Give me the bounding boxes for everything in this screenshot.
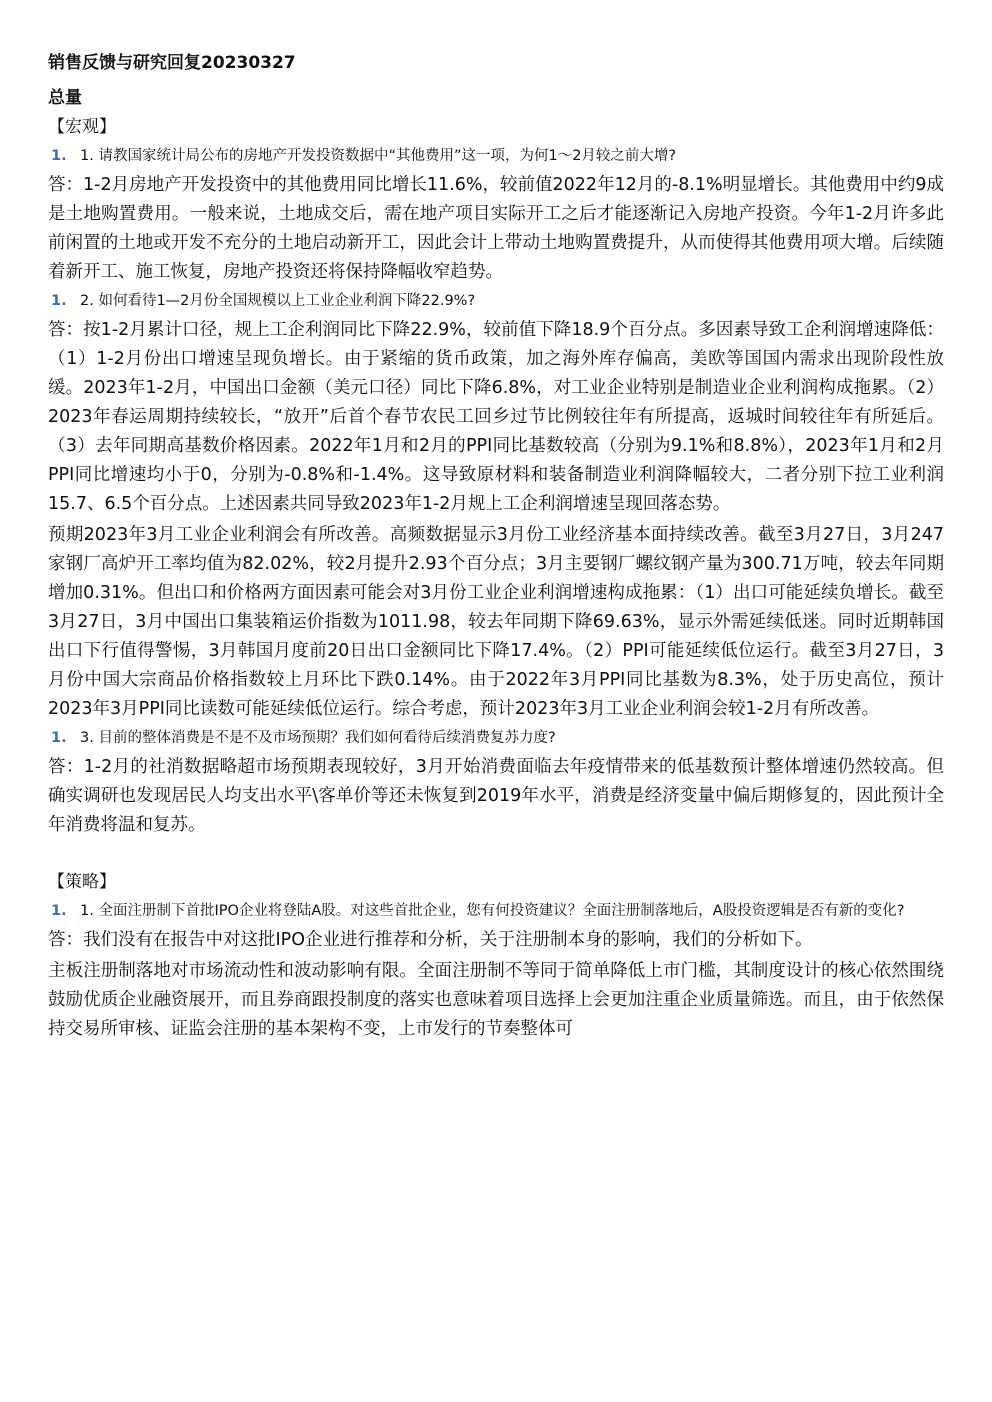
macro-label: 【宏观】 — [48, 117, 116, 137]
document-page — [48, 52, 944, 1046]
section-spacer — [48, 842, 944, 870]
qa-item — [48, 144, 944, 287]
document-title: 销售反馈与研究回复20230327 — [48, 53, 296, 73]
list-number: 1. — [51, 903, 67, 919]
answer-paragraph: 主板注册制落地对市场流动性和波动影响有限。全面注册制不等同于简单降低上市门槛，其制度设计的核心依然围绕鼓励优质企业融资展开，而且券商跟投制度的落实也意味着项目选择上会更加注重企业质量筛选。而且，由于依然保持交易所审核、证监会注册的基本架构不变，上市发行的节奏整体可 — [48, 961, 944, 1039]
answer-paragraph: 预期2023年3月工业企业利润会有所改善。高频数据显示3月份工业经济基本面持续改善。截至3月27日，3月247家钢厂高炉开工率均值为82.02%，较2月提升2.93个百分点；3月主要钢厂螺纹钢产量为300.71万吨，较去年同期增加0.31%。但出口和价格两方面因素可能会对3月份工业企业利润增速构成拖累：（1）出口可能延续负增长。截至3月27日，3月中国出口集装箱运价指数为1011.98，较去年同期下降69.63%，显示外需延续低迷。同时近期韩国出口下行值得警惕，3月韩国月度前20日出口金额同比下降17.4%。（2）PPI可能延续低位运行。截至3月27日，3月份中国大宗商品价格指数较上月环比下跌0.14%。由于2022年3月PPI同比基数为8.3%，处于历史高位，预计2023年3月PPI同比读数可能延续低位运行。综合考虑，预计2023年3月工业企业利润会较1-2月有所改善。 — [48, 525, 944, 719]
question — [48, 899, 944, 923]
question-text: 3. 目前的整体消费是不是不及市场预期？我们如何看待后续消费复苏力度? — [80, 730, 556, 746]
qa-item — [48, 726, 944, 840]
answer-paragraph: 答：1-2月的社消数据略超市场预期表现较好，3月开始消费面临去年疫情带来的低基数预计整体增速仍然较高。但确实调研也发现居民人均支出水平\客单价等还未恢复到2019年水平，消费是经济变量中偏后期修复的，因此预计全年消费将温和复苏。 — [48, 757, 944, 835]
answer-paragraph: 答：我们没有在报告中对这批IPO企业进行推荐和分析，关于注册制本身的影响，我们的分析如下。 — [48, 930, 813, 950]
qa-item — [48, 289, 944, 724]
question-text: 1. 请教国家统计局公布的房地产开发投资数据中“其他费用”这一项，为何1～2月较之前大增? — [80, 148, 677, 164]
answer-paragraph: 答：1-2月房地产开发投资中的其他费用同比增长11.6%，较前值2022年12月的-8.1%明显增长。其他费用中约9成是土地购置费用。一般来说，土地成交后，需在地产项目实际开工之后才能逐渐记入房地产投资。今年1-2月许多此前闲置的土地或开发不充分的土地启动新开工，因此会计上带动土地购置费提升，从而使得其他费用项大增。后续随着新开工、施工恢复，房地产投资还将保持降幅收窄趋势。 — [48, 175, 944, 282]
section-heading: 总量 — [48, 88, 82, 108]
question — [48, 144, 944, 168]
question-text: 2. 如何看待1—2月份全国规模以上工业企业利润下降22.9%? — [80, 293, 476, 309]
qa-item — [48, 899, 944, 1044]
strategy-section — [48, 870, 944, 1044]
macro-section — [48, 115, 944, 840]
question-text: 1. 全面注册制下首批IPO企业将登陆A股。对这些首批企业，您有何投资建议？全面注册制落地后，A股投资逻辑是否有新的变化? — [80, 903, 905, 919]
list-number: 1. — [51, 730, 67, 746]
strategy-label: 【策略】 — [48, 872, 116, 892]
list-number: 1. — [51, 148, 67, 164]
answer-paragraph: 答：按1-2月累计口径，规上工企利润同比下降22.9%，较前值下降18.9个百分点。多因素导致工企利润增速降低：（1）1-2月份出口增速呈现负增长。由于紧缩的货币政策，加之海外库存偏高，美欧等国国内需求出现阶段性放缓。2023年1-2月，中国出口金额（美元口径）同比下降6.8%，对工业企业特别是制造业企业利润构成拖累。（2）2023年春运周期持续较长，“放开”后首个春节农民工回乡过节比例较往年有所提高，返城时间较往年有所延后。（3）去年同期高基数价格因素。2022年1月和2月的PPI同比基数较高（分别为9.1%和8.8%），2023年1月和2月PPI同比增速均小于0，分别为-0.8%和-1.4%。这导致原材料和装备制造业利润降幅较大，二者分别下拉工业利润15.7、6.5个百分点。上述因素共同导致2023年1-2月规上工企利润增速呈现回落态势。 — [48, 320, 944, 514]
list-number: 1. — [51, 293, 67, 309]
question — [48, 289, 944, 313]
question — [48, 726, 944, 750]
